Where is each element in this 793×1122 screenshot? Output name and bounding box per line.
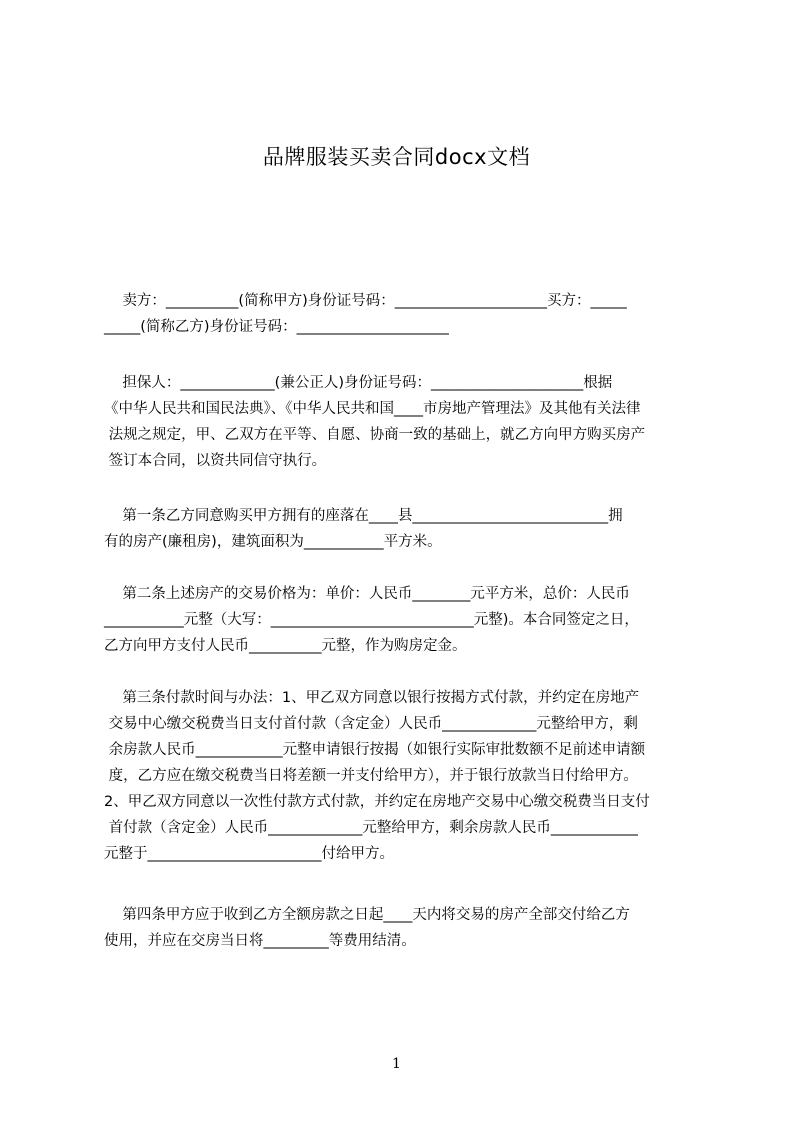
text-line: 乙方向甲方支付人民币__________元整，作为购房定金。 bbox=[104, 638, 467, 654]
text-line: 第二条上述房产的交易价格为：单价：人民币________元平方米，总价：人民币 bbox=[104, 586, 630, 602]
page-number: 1 bbox=[392, 1056, 401, 1072]
text-line: 第四条甲方应于收到乙方全额房款之日起____天内将交易的房产全部交付给乙方 bbox=[104, 907, 630, 923]
text-line: ___________元整（大写：____________________________元整)。本合同签定之日， bbox=[104, 612, 639, 628]
text-line: 度，乙方应在缴交税费当日将差额一并支付给甲方），并于银行放款当日付给甲方。 bbox=[104, 768, 638, 784]
paragraph-guarantor bbox=[104, 370, 704, 474]
paragraph-article-2 bbox=[104, 581, 704, 659]
text-line: 使用，并应在交房当日将_________等费用结清。 bbox=[104, 933, 416, 949]
text-line: 有的房产(廉租房)，建筑面积为___________平方米。 bbox=[104, 534, 442, 550]
text-line: _____(简称乙方)身份证号码：_____________________ bbox=[104, 319, 449, 335]
text-line: 交易中心缴交税费当日支付首付款（含定金）人民币_____________元整给甲方，剩 bbox=[104, 716, 638, 732]
text-line: 签订本合同，以资共同信守执行。 bbox=[104, 453, 327, 469]
paragraph-parties bbox=[104, 288, 704, 340]
text-line: 法规之规定，甲、乙双方在平等、自愿、协商一致的基础上，就乙方向甲方购买房产 bbox=[104, 427, 646, 443]
paragraph-article-4 bbox=[104, 902, 704, 954]
text-line: 余房款人民币____________元整申请银行按揭（如银行实际审批数额不足前述申请额 bbox=[104, 742, 646, 758]
text-line: 担保人：_____________(兼公正人)身份证号码：_____________________根据 bbox=[104, 375, 613, 391]
text-line: 第三条付款时间与办法：1、甲乙双方同意以银行按揭方式付款，并约定在房地产 bbox=[104, 690, 640, 706]
text-line: 首付款（含定金）人民币_____________元整给甲方，剩余房款人民币____________ bbox=[104, 820, 638, 836]
text-line: 第一条乙方同意购买甲方拥有的座落在____县___________________________拥 bbox=[104, 508, 623, 524]
text-line: 元整于________________________付给甲方。 bbox=[104, 846, 394, 862]
paragraph-article-1 bbox=[104, 503, 704, 555]
text-line: 2、甲乙双方同意以一次性付款方式付款，并约定在房地产交易中心缴交税费当日支付 bbox=[104, 794, 650, 810]
document-title: 品牌服装买卖合同docx文档 bbox=[262, 145, 531, 169]
paragraph-article-3 bbox=[104, 685, 704, 867]
text-line: 卖方：__________(简称甲方)身份证号码：_____________________买方：_____ bbox=[104, 293, 627, 309]
text-line: 《中华人民共和国民法典》、《中华人民共和国____市房地产管理法》及其他有关法律 bbox=[104, 401, 641, 417]
